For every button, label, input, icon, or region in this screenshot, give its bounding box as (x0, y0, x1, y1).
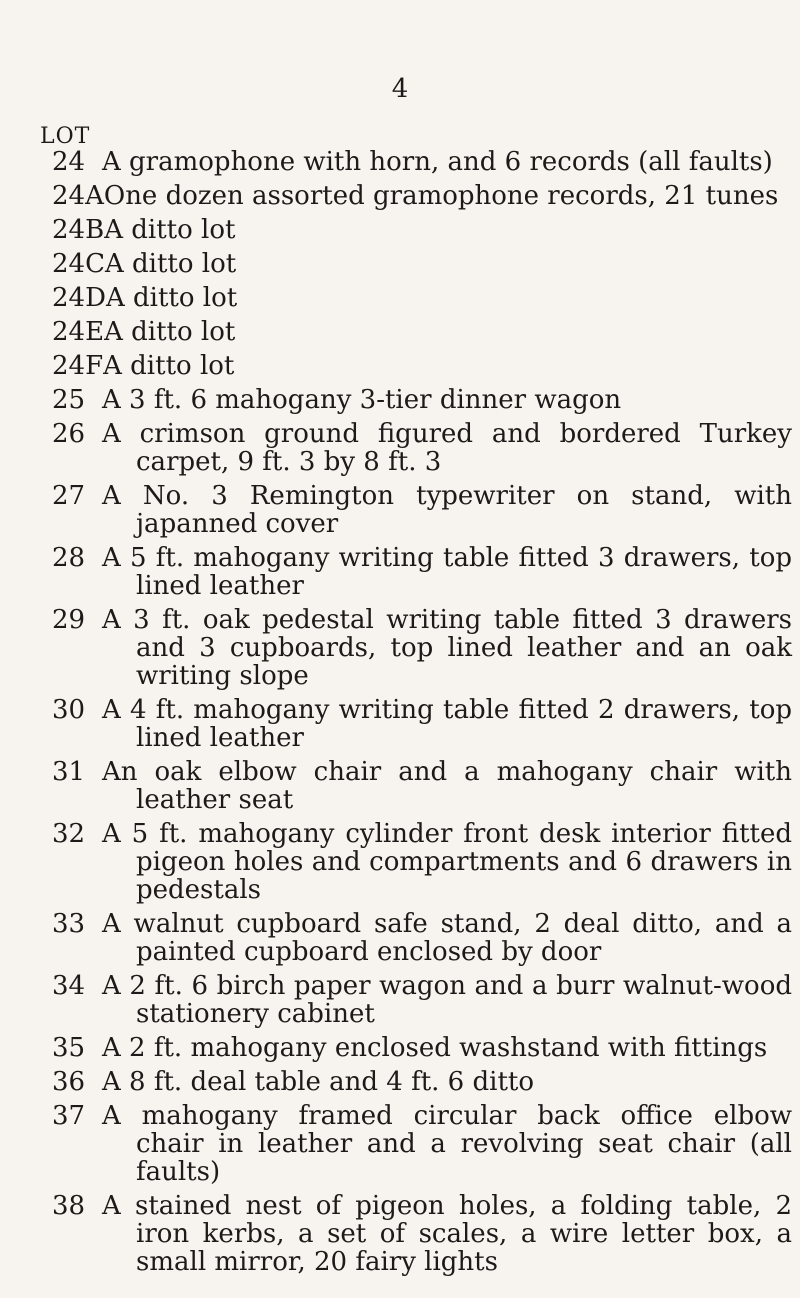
lot-entry (52, 284, 792, 312)
lot-description: A ditto lot (104, 317, 236, 347)
lot-description: A walnut cupboard safe stand, 2 deal ditto, and a painted cupboard enclosed by door (102, 909, 792, 967)
lot-description: A ditto lot (103, 351, 235, 381)
lot-description: A ditto lot (104, 215, 236, 245)
lot-entry (52, 420, 792, 476)
lot-description: A 5 ft. mahogany writing table fitted 3 drawers, top lined leather (102, 543, 792, 601)
lot-number: 29 (52, 605, 86, 635)
lot-number: 38 (52, 1191, 86, 1221)
lot-entry (52, 216, 792, 244)
lot-number: 24B (52, 215, 105, 245)
lot-entry (52, 1068, 792, 1096)
lot-entry (52, 544, 792, 600)
lot-entry (52, 318, 792, 346)
lot-entry (52, 606, 792, 690)
lot-column-header: LOT (40, 124, 91, 149)
lot-description: A 2 ft. 6 birch paper wagon and a burr walnut-wood stationery cabinet (102, 971, 792, 1029)
lot-number: 24E (52, 317, 105, 347)
lot-entry (52, 1034, 792, 1062)
lot-description: A 4 ft. mahogany writing table fitted 2 drawers, top lined leather (102, 695, 792, 753)
lot-number: 24C (52, 249, 105, 279)
lot-number: 25 (52, 385, 86, 415)
lot-description: A 8 ft. deal table and 4 ft. 6 ditto (102, 1067, 534, 1097)
lot-entry (52, 972, 792, 1028)
lot-description: A 5 ft. mahogany cylinder front desk interior fitted pigeon holes and compartments and 6 drawers in pedestals (102, 819, 792, 905)
lot-number: 35 (52, 1033, 86, 1063)
lot-number: 34 (52, 971, 86, 1001)
lot-description: A crimson ground figured and bordered Turkey carpet, 9 ft. 3 by 8 ft. 3 (102, 419, 792, 477)
lot-description: A mahogany framed circular back office elbow chair in leather and a revolving seat chair (all faults) (102, 1101, 792, 1187)
lot-entry (52, 352, 792, 380)
lot-number: 37 (52, 1101, 86, 1131)
lot-number: 32 (52, 819, 86, 849)
lot-entry (52, 182, 792, 210)
lot-number: 26 (52, 419, 86, 449)
lot-entry (52, 148, 792, 176)
lot-entry (52, 1192, 792, 1276)
lot-number: 24D (52, 283, 106, 313)
lot-list (52, 148, 792, 1282)
lot-description: A 3 ft. oak pedestal writing table fitted 3 drawers and 3 cupboards, top lined leather and an oak writing slope (102, 605, 792, 691)
lot-number: 27 (52, 481, 86, 511)
lot-number: 30 (52, 695, 86, 725)
lot-entry (52, 696, 792, 752)
lot-number: 24F (52, 351, 104, 381)
lot-description: A 2 ft. mahogany enclosed washstand with fittings (102, 1033, 768, 1063)
lot-entry (52, 758, 792, 814)
lot-description: A ditto lot (105, 283, 238, 313)
lot-number: 28 (52, 543, 86, 573)
lot-description: A stained nest of pigeon holes, a folding table, 2 iron kerbs, a set of scales, a wire letter box, a small mirror, 20 fairy lights (102, 1191, 792, 1277)
lot-entry (52, 482, 792, 538)
lot-entry (52, 250, 792, 278)
lot-number: 24 (52, 147, 86, 177)
lot-entry (52, 820, 792, 904)
lot-number: 31 (52, 757, 86, 787)
lot-description: An oak elbow chair and a mahogany chair with leather seat (102, 757, 792, 815)
lot-number: 24A (52, 181, 104, 211)
lot-description: A No. 3 Remington typewriter on stand, with japanned cover (102, 481, 792, 539)
lot-entry (52, 1102, 792, 1186)
lot-entry (52, 386, 792, 414)
lot-description: A gramophone with horn, and 6 records (all faults) (102, 147, 773, 177)
lot-number: 33 (52, 909, 86, 939)
lot-entry (52, 910, 792, 966)
lot-number: 36 (52, 1067, 86, 1097)
lot-description: A ditto lot (104, 249, 237, 279)
page-number: 4 (391, 74, 409, 104)
lot-description: A 3 ft. 6 mahogany 3-tier dinner wagon (102, 385, 622, 415)
lot-description: One dozen assorted gramophone records, 21 tunes (103, 181, 779, 211)
